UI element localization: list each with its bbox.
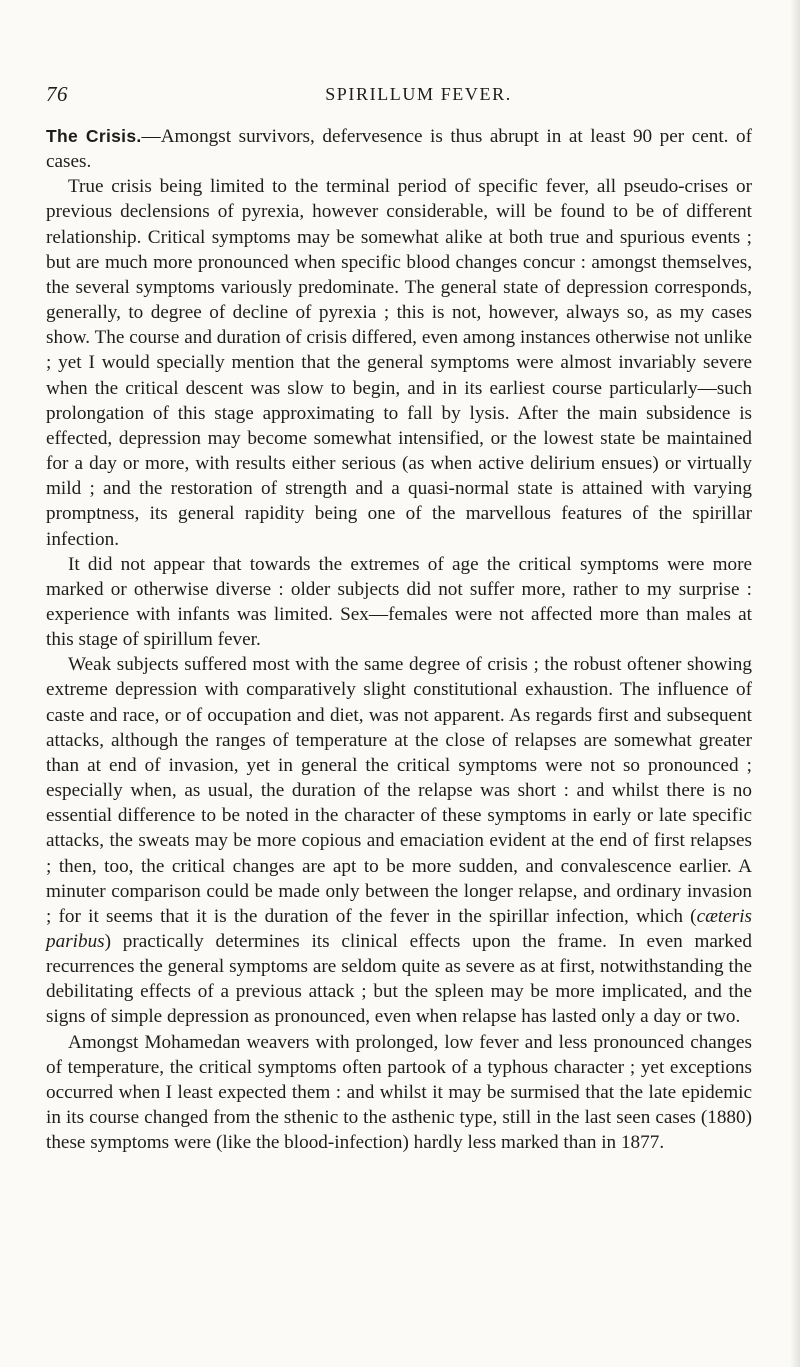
running-title: SPIRILLUM FEVER. <box>325 84 512 104</box>
latin-phrase: cæteris paribus <box>46 905 752 952</box>
paragraph-1-text: —Amongst survivors, defervesence is thus abrupt in at least 90 per cent. of cases. <box>46 126 752 173</box>
paragraph-5: Amongst Mohamedan weavers with prolonged, low fever and less pronounced changes of temperature, the critical symptoms often partook of a typhous character ; yet exceptions occurred when I least expected them : and whilst it may be surmised that the late epidemic in its course changed from the sthenic to the asthenic type, still in the last seen cases (1880) these symptoms were (like the blood-infection) hardly less marked than in 1877. <box>46 1031 752 1154</box>
paragraph-2: True crisis being limited to the terminal period of specific fever, all pseudo-crises or previous declensions of pyrexia, however considerable, will be found to be of different relationship. Critical symptoms may be somewhat alike at both true and spurious events ; but are much more pronounced when specific blood changes concur : amongst themselves, the several symptoms variously predominate. The general state of depression corresponds, generally, to degree of decline of pyrexia ; this is not, however, always so, as my cases show. The course and duration of crisis differed, even among instances otherwise not unlike ; yet I would specially mention that the general symptoms were almost invariably severe when the critical descent was slow to begin, and in its earliest course particularly—such prolongation of this stage approximating to fall by lysis. After the main subsidence is effected, depression may become somewhat intensified, or the lowest state be maintained for a day or more, with results either serious (as when active delirium ensues) or virtually mild ; and the restoration of strength and a quasi-normal state is attained with varying promptness, its general rapidity being one of the marvellous features of the spirillar infection. <box>46 176 752 550</box>
page-number: 76 <box>46 82 68 106</box>
section-heading: The Crisis. <box>46 126 142 146</box>
paragraph-4 <box>46 652 752 1029</box>
paragraph-3: It did not appear that towards the extremes of age the critical symptoms were more marked or otherwise diverse : older subjects did not suffer more, rather to my surprise : experience with infants was limited. Sex—females were not affected more than males at this stage of spirillum fever. <box>46 553 752 651</box>
running-head <box>46 82 746 112</box>
paragraph-4-text-before: Weak subjects suffered most with the same degree of crisis ; the robust oftener showing extreme depression with comparatively slight constitutional exhaustion. The influence of caste and race, or of occupation and diet, was not apparent. As regards first and subsequent attacks, although the ranges of temperature at the close of relapses are somewhat greater than at end of invasion, yet in general the critical symptoms were not so pronounced ; especially when, as usual, the duration of the relapse was short : and whilst there is no essential difference to be noted in the character of these symptoms in early or late specific attacks, the sweats may be more copious and emaciation evident at the end of first relapses ; then, too, the critical changes are apt to be more sudden, and convalescence earlier. A minuter comparison could be made only between the longer relapse, and ordinary invasion ; for it seems that it is the duration of the fever in the spirillar infection, which ( <box>46 654 752 927</box>
body-text <box>46 124 752 1155</box>
paragraph-1 <box>46 124 752 174</box>
page-edge-shadow <box>790 0 800 1367</box>
paragraph-4-text-after: ) practically determines its clinical effects upon the frame. In even marked recurrences the general symptoms are seldom quite as severe as at first, notwithstanding the debilitating effects of a previous attack ; but the spleen may be more implicated, and the signs of simple depression as pronounced, even when relapse has lasted only a day or two. <box>46 931 752 1028</box>
